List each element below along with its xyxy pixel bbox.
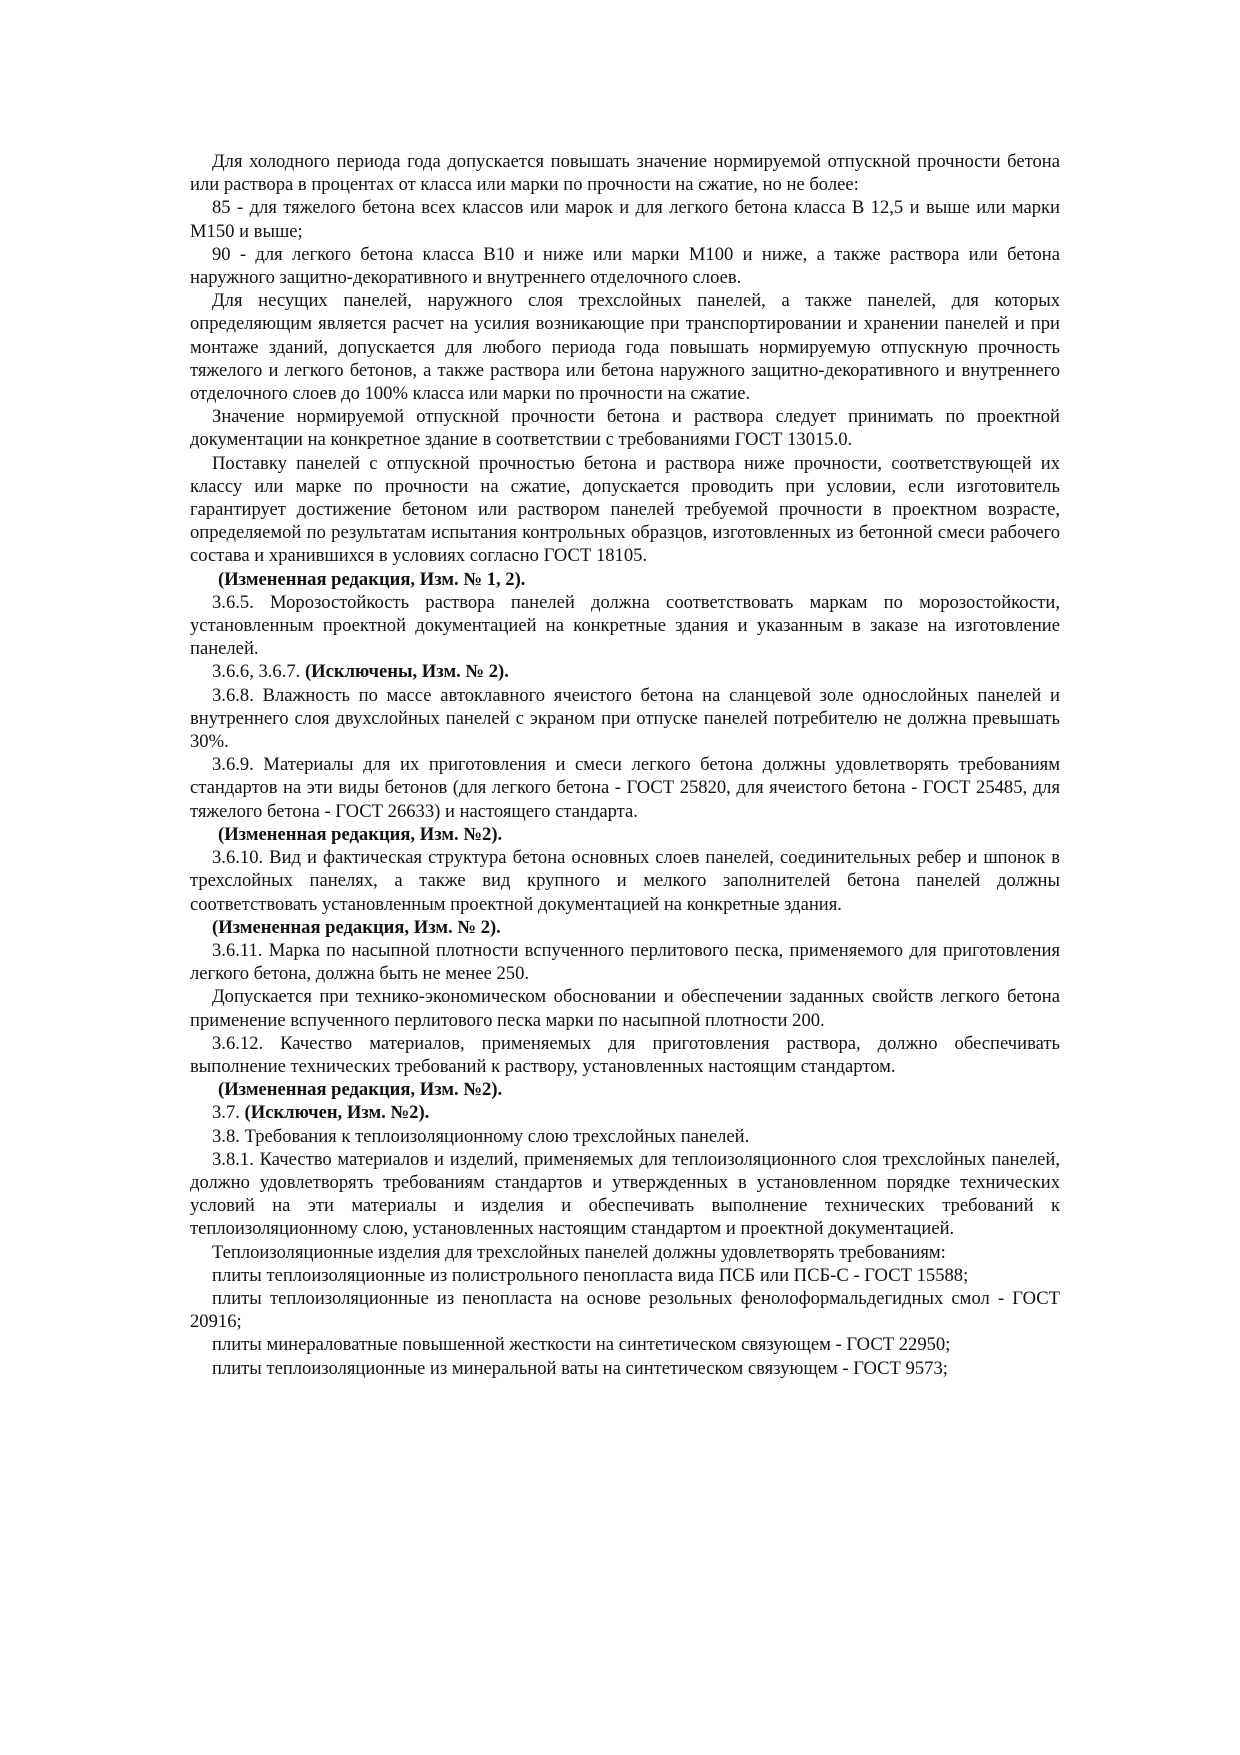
paragraph: 3.6.10. Вид и фактическая структура бетона основных слоев панелей, соединительных ребер и шпонок в трехслойных панелях, а также вид крупного и мелкого заполнителей бетона панелей должны соответствовать установленным проектной документацией на конкретные здания. — [190, 847, 1060, 915]
amendment-note: (Измененная редакция, Изм. № 2). — [212, 916, 501, 938]
amendment-note: (Измененная редакция, Изм. № 1, 2). — [218, 568, 526, 590]
paragraph: 3.7. (Исключен, Изм. №2). — [212, 1102, 430, 1124]
list-item: плиты минераловатные повышенной жесткости на синтетическом связующем - ГОСТ 22950; — [212, 1334, 951, 1356]
paragraph: 3.6.11. Марка по насыпной плотности вспученного перлитового песка, применяемого для приготовления легкого бетона, должна быть не менее 250. — [190, 939, 1060, 985]
paragraph: 85 - для тяжелого бетона всех классов или марок и для легкого бетона класса В 12,5 и выше или марки М150 и выше; — [190, 197, 1060, 242]
paragraph: 3.6.12. Качество материалов, применяемых для приготовления раствора, должно обеспечивать выполнение технических требований к раствору, установленных настоящим стандартом. — [190, 1032, 1060, 1077]
paragraph: Для холодного периода года допускается повышать значение нормируемой отпускной прочности бетона или раствора в процентах от класса или марки по прочности на сжатие, но не более: — [190, 151, 1060, 196]
list-item: плиты теплоизоляционные из полистрольного пенопласта вида ПСБ или ПСБ-С - ГОСТ 15588; — [212, 1264, 969, 1286]
paragraph: 3.8.1. Качество материалов и изделий, применяемых для теплоизоляционного слоя трехслойных панелей, должно удовлетворять требованиям стандартов и утвержденных в установленном порядке технических условий на эти материалы и изделия и обеспечивать выполнение технических требований к теплоизоляционному слою, установленных настоящим стандартом и проектной документацией. — [190, 1148, 1060, 1240]
paragraph: 3.6.9. Материалы для их приготовления и смеси легкого бетона должны удовлетворять требованиям стандартов на эти виды бетонов (для легкого бетона - ГОСТ 25820, для ячеистого бетона - ГОСТ 25485, для тяжелого бетона - ГОСТ 26633) и настоящего стандарта. — [190, 754, 1060, 822]
list-item: плиты теплоизоляционные из минеральной ваты на синтетическом связующем - ГОСТ 9573; — [212, 1357, 948, 1379]
paragraph: 3.6.8. Влажность по массе автоклавного ячеистого бетона на сланцевой золе однослойных панелей и внутреннего слоя двухслойных панелей с экраном при отпуске панелей потребителю не должна превышать 30%. — [190, 684, 1060, 753]
paragraph: 3.6.5. Морозостойкость раствора панелей должна соответствовать маркам по морозостойкости, установленным проектной документацией на конкретные здания и указанным в заказе на изготовление панелей. — [190, 591, 1060, 660]
paragraph: Для несущих панелей, наружного слоя трехслойных панелей, а также панелей, для которых определяющим является расчет на усилия возникающие при транспортировании и хранении панелей и при монтаже зданий, допускается для любого периода года повышать нормируемую отпускную прочность тяжелого и легкого бетонов, а также раствора или бетона наружного защитно-декоративного и внутреннего отделочного слоев до 100% класса или марки по прочности на сжатие. — [190, 290, 1060, 405]
paragraph: 3.6.6, 3.6.7. (Исключены, Изм. № 2). — [212, 661, 509, 683]
paragraph: Допускается при технико-экономическом обосновании и обеспечении заданных свойств легкого бетона применение вспученного перлитового песка марки по насыпной плотности 200. — [190, 986, 1060, 1031]
paragraph: Теплоизоляционные изделия для трехслойных панелей должны удовлетворять требованиям: — [212, 1241, 946, 1263]
paragraph: Значение нормируемой отпускной прочности бетона и раствора следует принимать по проектной документации на конкретное здание в соответствии с требованиями ГОСТ 13015.0. — [190, 406, 1060, 451]
paragraph: Поставку панелей с отпускной прочностью бетона и раствора ниже прочности, соответствующей их классу или марке по прочности на сжатие, допускается проводить при условии, если изготовитель гарантирует достижение бетоном или раствором панелей требуемой прочности в проектном возрасте, определяемой по результатам испытания контрольных образцов, изготовленных из бетонной смеси рабочего состава и хранившихся в условиях согласно ГОСТ 18105. — [190, 452, 1060, 567]
amendment-note: (Измененная редакция, Изм. №2). — [218, 823, 503, 845]
amendment-note: (Исключен, Изм. №2). — [244, 1102, 430, 1124]
section-heading: 3.8. Требования к теплоизоляционному слою трехслойных панелей. — [212, 1125, 750, 1147]
amendment-note: (Исключены, Изм. № 2). — [304, 661, 509, 683]
document-page — [190, 150, 1060, 1380]
amendment-note: (Измененная редакция, Изм. №2). — [218, 1079, 503, 1101]
list-item: плиты теплоизоляционные из пенопласта на основе резольных фенолоформальдегидных смол - ГОСТ 20916; — [190, 1287, 1060, 1333]
paragraph: 90 - для легкого бетона класса В10 и ниже или марки М100 и ниже, а также раствора или бетона наружного защитно-декоративного и внутреннего отделочного слоев. — [190, 243, 1060, 289]
